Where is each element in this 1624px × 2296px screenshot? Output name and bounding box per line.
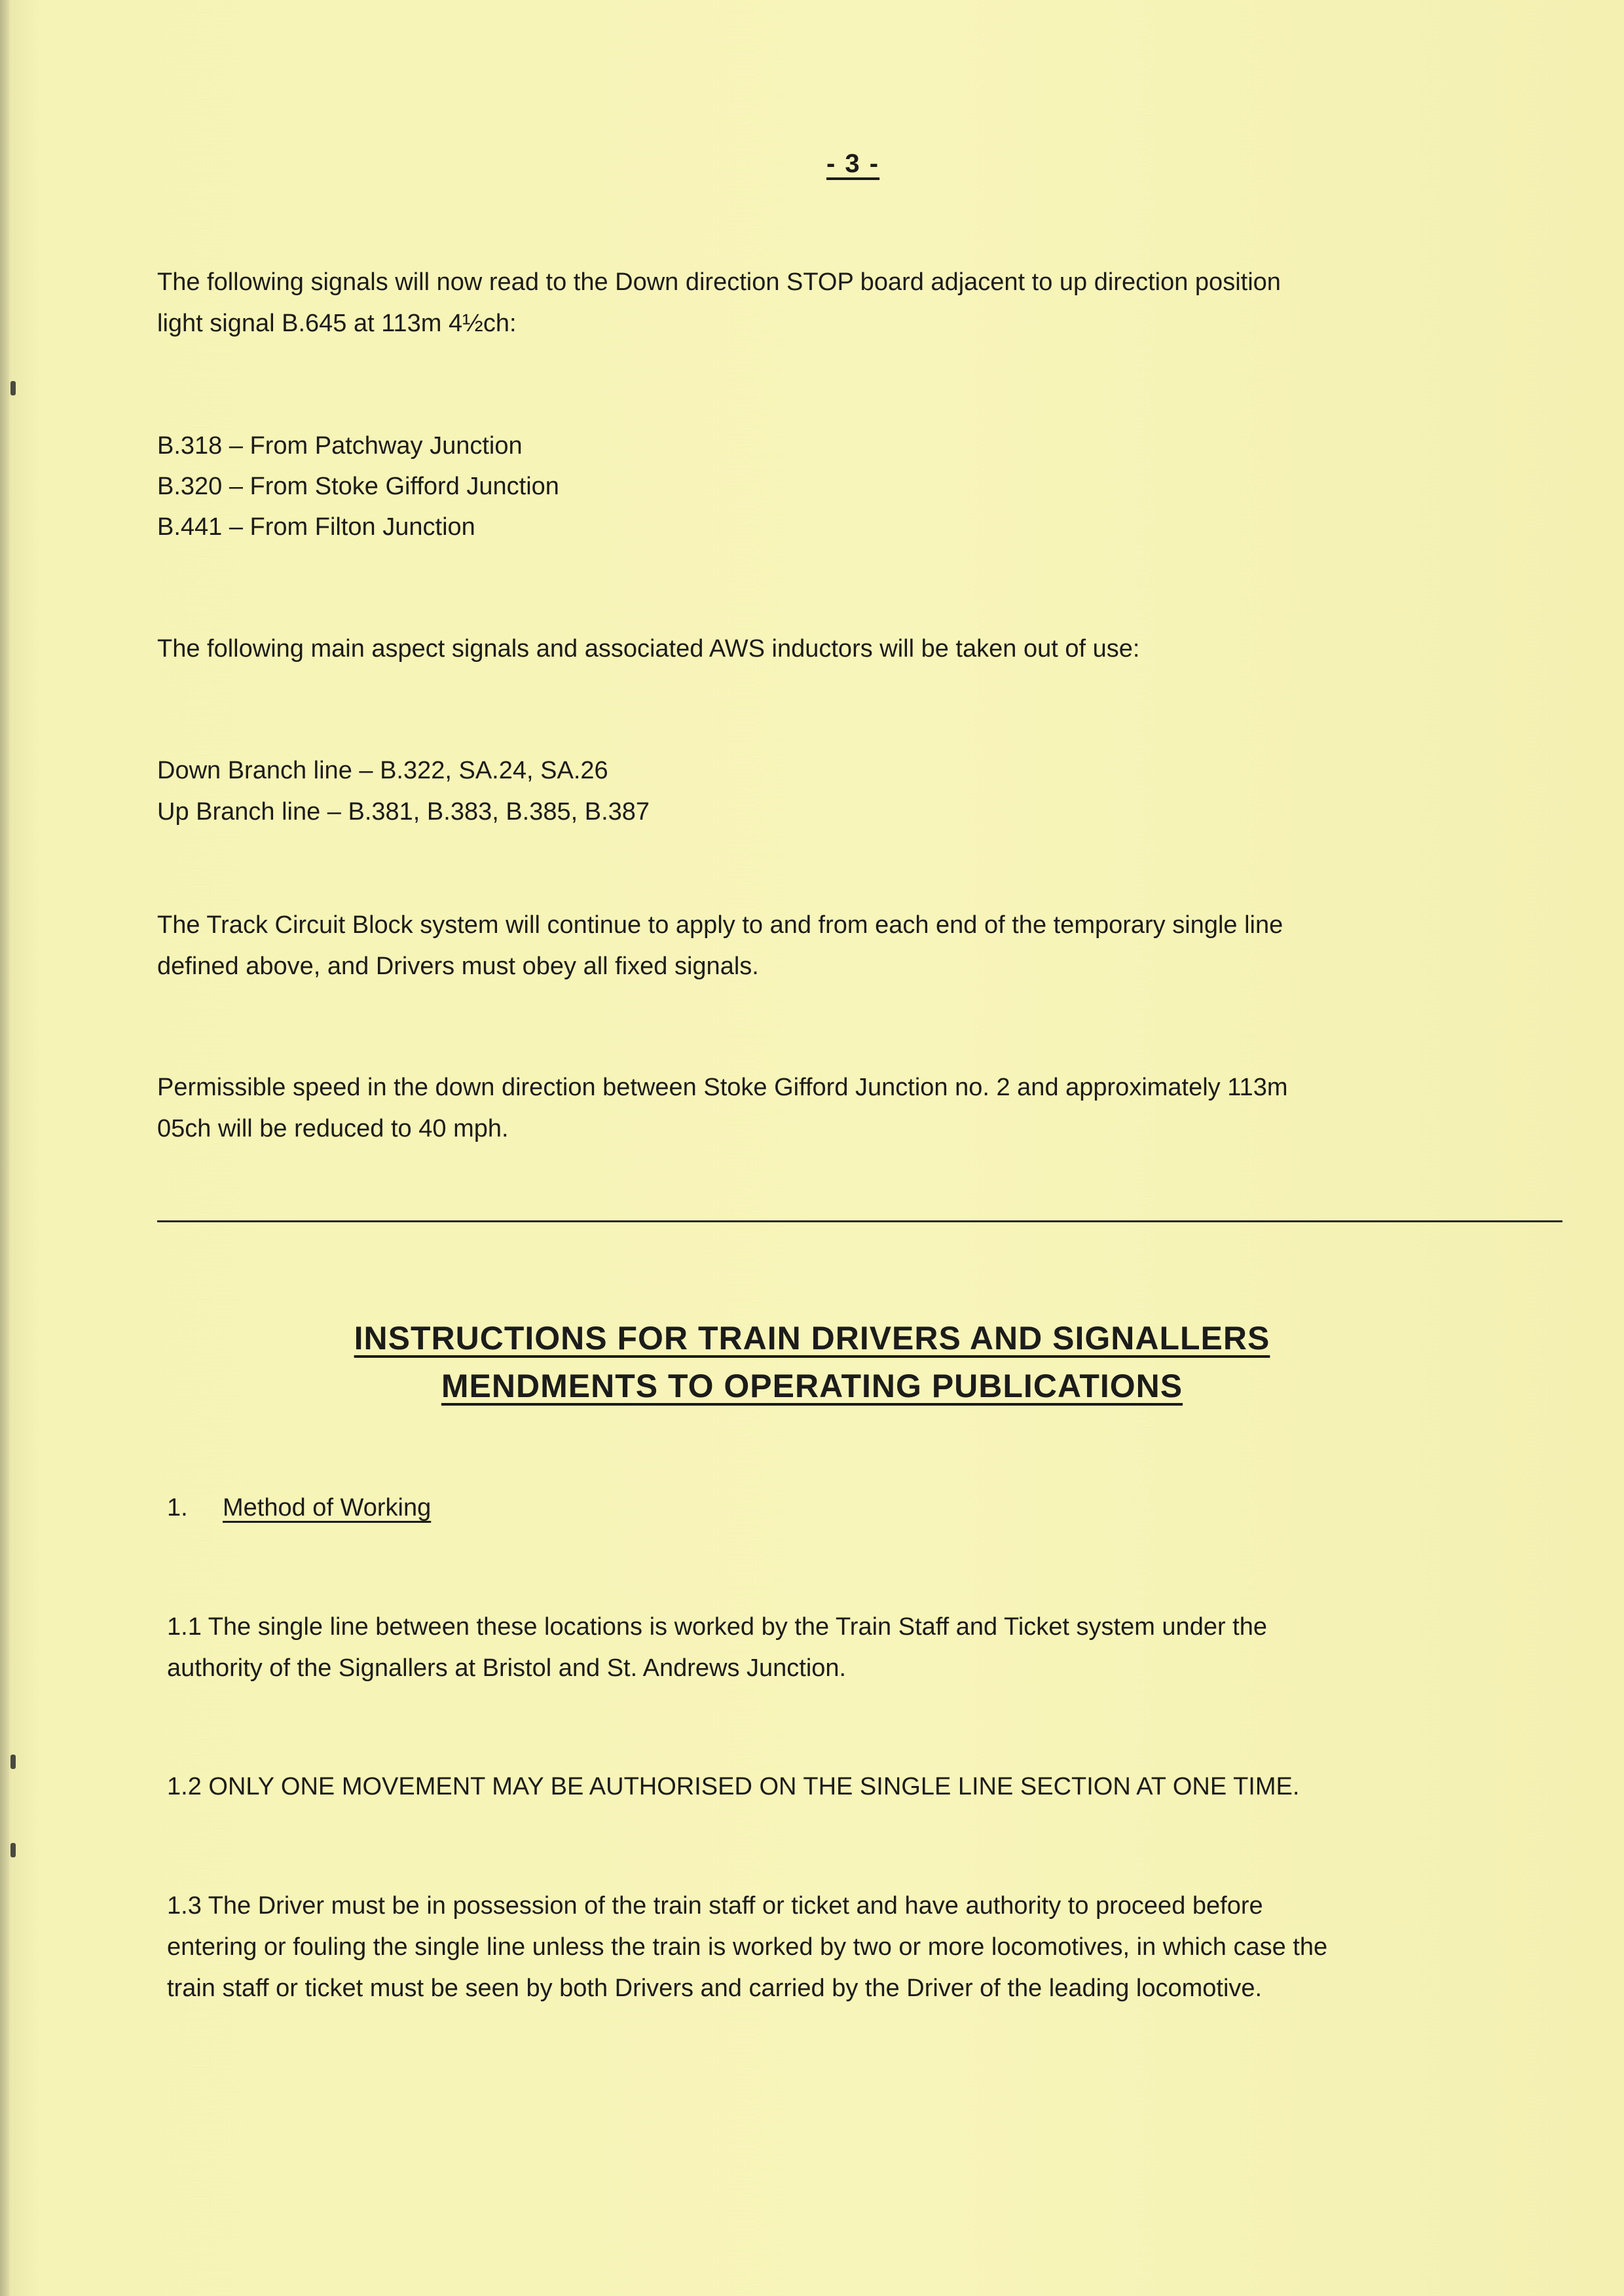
paragraph-1-3-line-1: 1.3 The Driver must be in possession of the train staff or ticket and have authority to proceed before [167, 1892, 1263, 1920]
branch-lines-list [157, 750, 1565, 833]
paragraph-1-1 [167, 1607, 1575, 1689]
paragraph-1-2-line: 1.2 ONLY ONE MOVEMENT MAY BE AUTHORISED ON THE SINGLE LINE SECTION AT ONE TIME. [167, 1773, 1300, 1800]
paragraph-1-3-line-3: train staff or ticket must be seen by both Drivers and carried by the Driver of the leading locomotive. [167, 1975, 1263, 2002]
out-of-use-line: The following main aspect signals and associated AWS inductors will be taken out of use: [157, 635, 1140, 663]
speed-line-1: Permissible speed in the down direction between Stoke Gifford Junction no. 2 and approximately 113m [157, 1074, 1288, 1101]
branch-line-item: Down Branch line – B.322, SA.24, SA.26 [157, 757, 608, 784]
track-circuit-paragraph [157, 905, 1565, 987]
branch-line-item: Up Branch line – B.381, B.383, B.385, B.387 [157, 798, 650, 826]
section-heading-method-of-working [167, 1494, 431, 1522]
speed-line-2: 05ch will be reduced to 40 mph. [157, 1115, 509, 1142]
paragraph-1-1-line-1: 1.1 The single line between these locations is worked by the Train Staff and Ticket system under the [167, 1613, 1267, 1641]
section-divider [157, 1220, 1562, 1222]
paragraph-1-3 [167, 1886, 1575, 2009]
speed-paragraph [157, 1067, 1565, 1150]
main-heading-line-1: INSTRUCTIONS FOR TRAIN DRIVERS AND SIGNALLERS [354, 1320, 1270, 1357]
edge-mark [10, 381, 16, 395]
page-number: - 3 - [826, 149, 880, 178]
edge-mark [10, 1843, 16, 1857]
section-number: 1. [167, 1494, 188, 1522]
track-circuit-line-1: The Track Circuit Block system will continue to apply to and from each end of the temporary single line [157, 911, 1283, 939]
paragraph-1-1-line-2: authority of the Signallers at Bristol and St. Andrews Junction. [167, 1654, 847, 1682]
intro-line-2: light signal B.645 at 113m 4½ch: [157, 310, 517, 337]
binding-edge [0, 0, 9, 2296]
track-circuit-line-2: defined above, and Drivers must obey all fixed signals. [157, 953, 759, 980]
out-of-use-intro [157, 629, 1565, 670]
section-title: Method of Working [223, 1494, 432, 1522]
signal-item: B.320 – From Stoke Gifford Junction [157, 473, 559, 500]
intro-paragraph [157, 262, 1565, 344]
edge-mark [10, 1755, 16, 1769]
main-heading-line-2: MENDMENTS TO OPERATING PUBLICATIONS [441, 1368, 1183, 1404]
signals-list [157, 426, 1565, 547]
signal-item: B.441 – From Filton Junction [157, 513, 475, 541]
paragraph-1-3-line-2: entering or fouling the single line unless the train is worked by two or more locomotives, in which case the [167, 1933, 1328, 1961]
intro-line-1: The following signals will now read to the Down direction STOP board adjacent to up direction position [157, 268, 1281, 296]
signal-item: B.318 – From Patchway Junction [157, 432, 523, 460]
paragraph-1-2 [167, 1766, 1575, 1808]
